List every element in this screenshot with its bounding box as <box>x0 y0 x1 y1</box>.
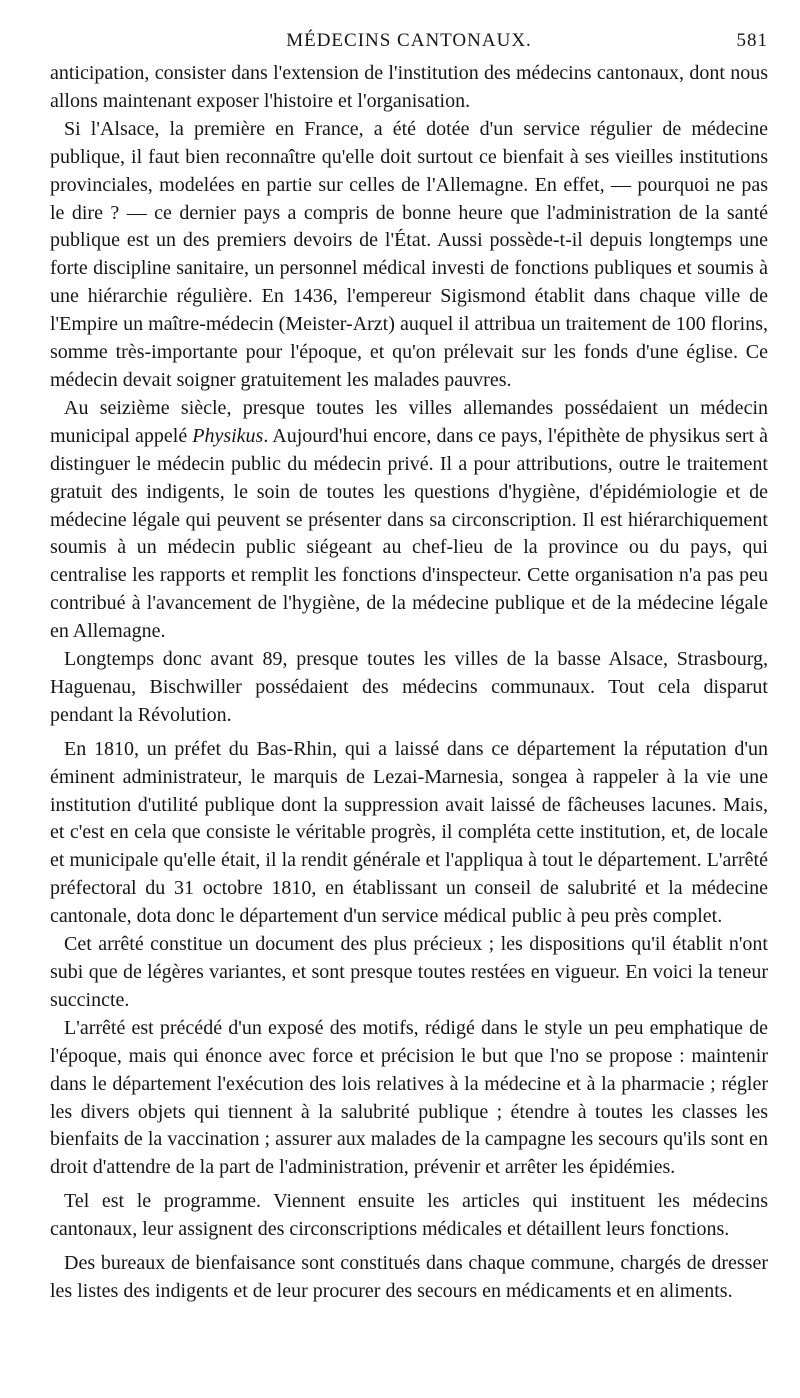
paragraph-alsace <box>50 116 768 395</box>
running-title: MÉDECINS CANTONAUX. <box>286 30 532 51</box>
paragraph-physikus <box>50 395 768 646</box>
paragraph-programme <box>50 1188 768 1244</box>
italic-term: Physikus <box>192 424 264 447</box>
paragraph-1810 <box>50 736 768 931</box>
paragraph-text: L'arrêté est précédé d'un exposé des motifs, rédigé dans le style un peu emphatique de l'époque, mais qui énonce avec force et précision le but que l'no se propose : maintenir dans le département l'exécution des lois relatives à la médecine et à la pharmacie ; régler les divers objets qui tiennent à la salubrité publique ; étendre à toutes les classes les bienfaits de la vaccination ; assurer aux malades de la campagne les secours qu'ils sont en droit d'attendre de la part de l'administration, prévenir et arrêter les épidémies. <box>50 1016 768 1179</box>
body-text <box>50 60 768 1306</box>
paragraph-continuation <box>50 60 768 116</box>
paragraph-text: En 1810, un préfet du Bas-Rhin, qui a laissé dans ce département la réputation d'un éminent administrateur, le marquis de Lezai-Marnesia, songea à rappeler à la vie une institution d'utilité publique dont la suppression avait laissé de fâcheuses lacunes. Mais, et c'est en cela que consiste le véritable progrès, il compléta cette institution, et, de locale et municipale qu'elle était, il la rendit générale et l'appliqua à tout le département. L'arrêté préfectoral du 31 octobre 1810, en établissant un conseil de salubrité et la médecine cantonale, dota donc le département d'un service médical public à peu près complet. <box>50 737 768 928</box>
paragraph-text: Au seizième siècle, presque toutes les villes allemandes possédaient un médecin municipal appelé <box>50 396 768 447</box>
paragraph-text: Cet arrêté constitue un document des plus précieux ; les dispositions qu'il établit n'ont subi que de légères variantes, et sont presque toutes restées en vigueur. En voici la teneur succincte. <box>50 933 768 1011</box>
paragraph-text: . Aujourd'hui encore, dans ce pays, l'épithète de physikus sert à distinguer le médecin public du médecin privé. Il a pour attributions, outre le traitement gratuit des indigents, le soin de toutes les questions d'hygiène, d'épidémiologie et de médecine légale qui peuvent se présenter dans sa circonscription. Il est hiérarchiquement soumis à un médecin public siégeant au chef-lieu de la province ou du pays, qui centralise les rapports et remplit les fonctions d'inspecteur. Cette organisation n'a pas peu contribué à l'avancement de l'hygiène, de la médecine publique et de la médecine légale en Allemagne. <box>50 424 769 643</box>
paragraph-text: Longtemps donc avant 89, presque toutes les villes de la basse Alsace, Strasbourg, Haguenau, Bischwiller possédaient des médecins communaux. Tout cela disparut pendant la Révolution. <box>50 648 768 726</box>
paragraph-expose-motifs <box>50 1015 768 1182</box>
paragraph-bureaux <box>50 1250 768 1306</box>
paragraph-arrete <box>50 931 768 1015</box>
paragraph-text: Si l'Alsace, la première en France, a été dotée d'un service régulier de médecine publique, il faut bien reconnaître qu'elle doit surtout ce bienfait à ses vieilles institutions provinciales, modelées en partie sur celles de l'Allemagne. En effet, — pourquoi ne pas le dire ? — ce dernier pays a compris de bonne heure que l'administration de la santé publique est un des premiers devoirs de l'État. Aussi possède-t-il depuis longtemps une forte discipline sanitaire, un personnel médical investi de fonctions publiques et soumis à une hiérarchie régulière. En 1436, l'empereur Sigismond établit dans chaque ville de l'Empire un maître-médecin (Meister-Arzt) auquel il attribua un traitement de 100 florins, somme très-importante pour l'époque, et qu'on prélevait sur les fonds d'une église. Ce médecin devait soigner gratuitement les malades pauvres. <box>50 117 768 391</box>
page-header <box>50 30 768 60</box>
paragraph-text: Des bureaux de bienfaisance sont constitués dans chaque commune, chargés de dresser les listes des indigents et de leur procurer des secours en médicaments et en aliments. <box>50 1252 768 1302</box>
paragraph-revolution <box>50 646 768 730</box>
paragraph-text: anticipation, consister dans l'extension de l'institution des médecins cantonaux, dont nous allons maintenant exposer l'histoire et l'organisation. <box>50 62 768 112</box>
book-page <box>50 30 768 1306</box>
paragraph-text: Tel est le programme. Viennent ensuite les articles qui instituent les médecins cantonaux, leur assignent des circonscriptions médicales et détaillent leurs fonctions. <box>50 1190 768 1241</box>
page-number: 581 <box>736 30 768 51</box>
